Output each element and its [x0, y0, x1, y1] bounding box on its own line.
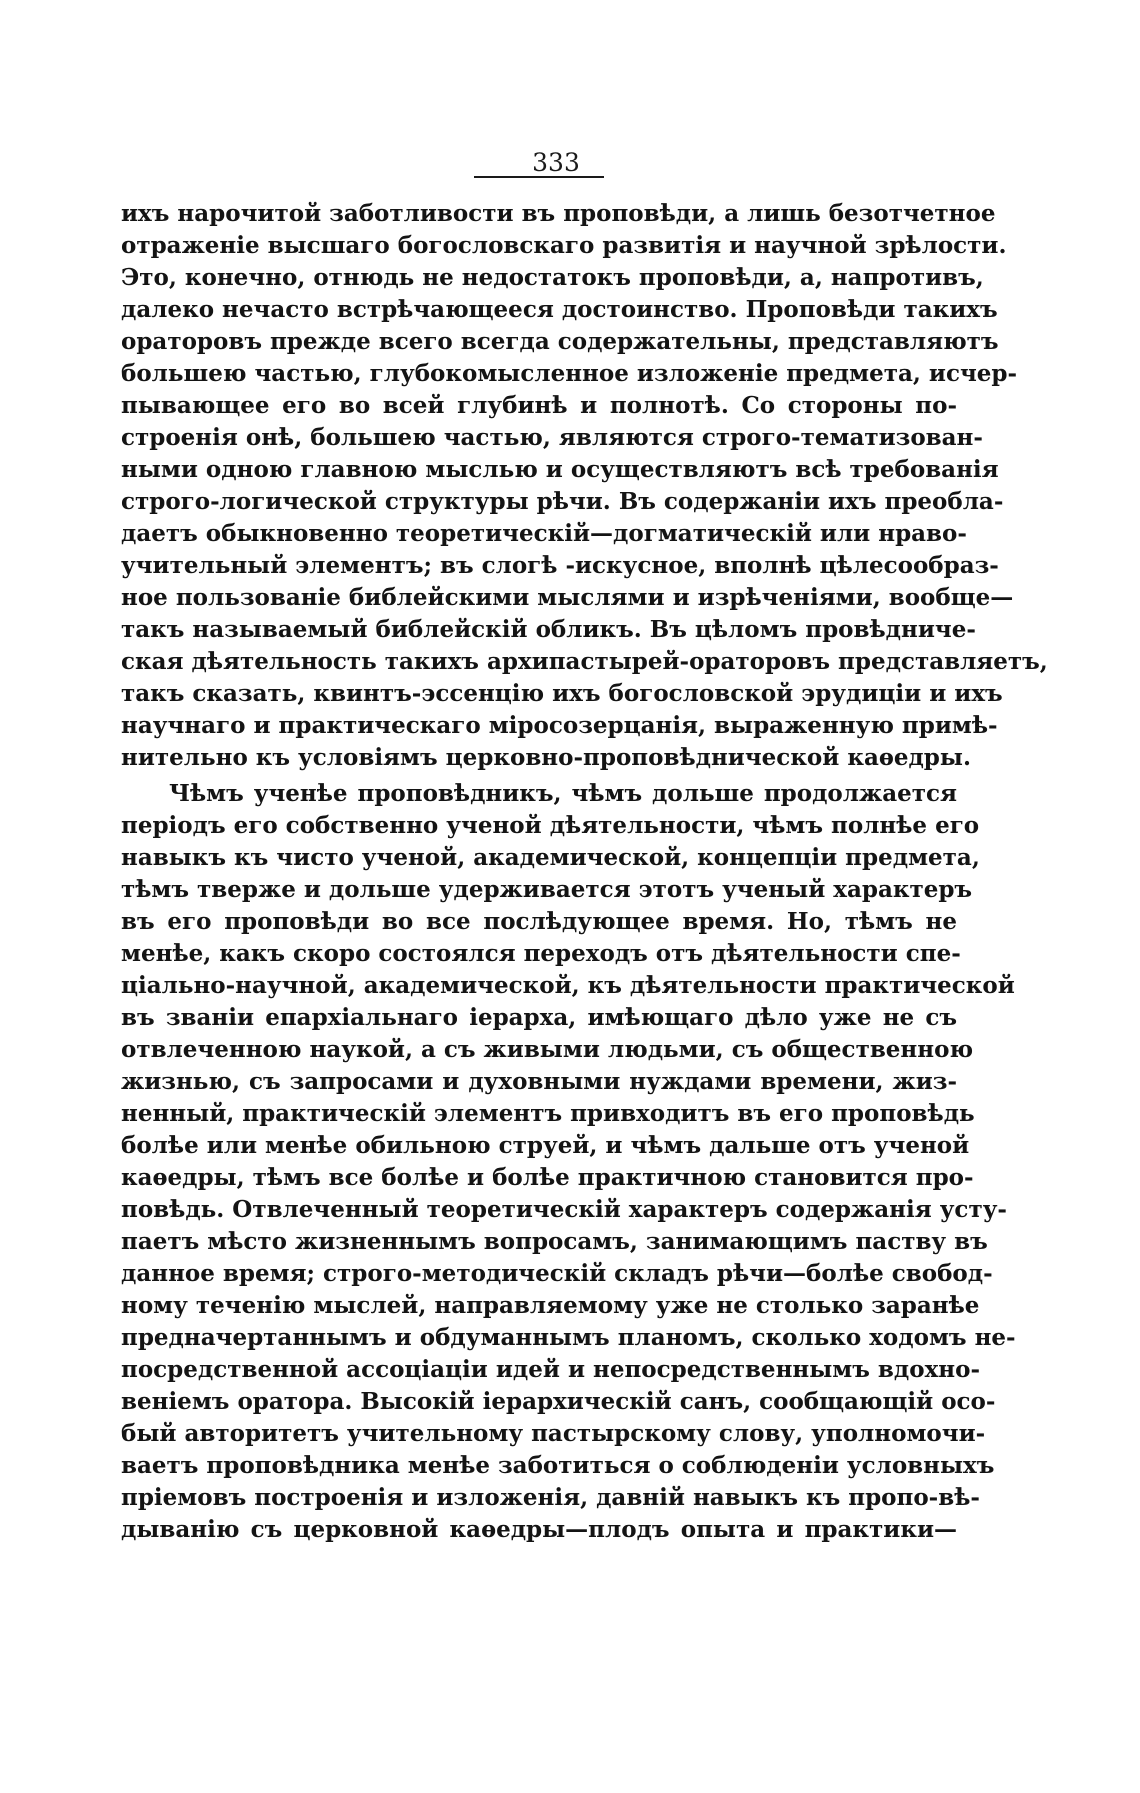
text-line: повѣдь. Отвлеченный теоретическій характеръ содержанія усту- [121, 1196, 1007, 1223]
text-line: учительный элементъ; въ слогѣ -искусное, вполнѣ цѣлесообраз- [121, 552, 999, 579]
text-line: пріемовъ построенія и изложенія, давній навыкъ къ пропо-вѣ- [121, 1484, 980, 1511]
text-line: каѳедры, тѣмъ все болѣе и болѣе практичною становится про- [121, 1164, 974, 1191]
text-line: посредственной ассоціаціи идей и непосредственнымъ вдохно- [121, 1356, 981, 1383]
text-line: предначертаннымъ и обдуманнымъ планомъ, сколько ходомъ не- [121, 1324, 1016, 1351]
page-number: 333 [532, 148, 580, 177]
text-line: менѣе, какъ скоро состоялся переходъ отъ дѣятельности спе- [121, 940, 961, 967]
text-line: навыкъ къ чисто ученой, академической, концепціи предмета, [121, 844, 980, 871]
text-line: такъ называемый библейскій обликъ. Въ цѣломъ провѣдниче- [121, 616, 976, 643]
text-line: болѣе или менѣе обильною струей, и чѣмъ дальше отъ ученой [121, 1132, 970, 1159]
text-line: тѣмъ тверже и дольше удерживается этотъ ученый характеръ [121, 876, 973, 903]
text-line: строенія онѣ, большею частью, являются строго-тематизован- [121, 424, 983, 451]
text-line: ными одною главною мыслью и осуществляютъ всѣ требованія [121, 456, 999, 483]
text-line: Чѣмъ ученѣе проповѣдникъ, чѣмъ дольше продолжается [169, 780, 957, 807]
text-line: отраженіе высшаго богословскаго развитія и научной зрѣлости. [121, 232, 1007, 259]
text-line: періодъ его собственно ученой дѣятельности, чѣмъ полнѣе его [121, 812, 980, 839]
text-line: Это, конечно, отнюдь не недостатокъ проповѣди, а, напротивъ, [121, 264, 984, 291]
text-line: бый авторитетъ учительному пастырскому слову, уполномочи- [121, 1420, 986, 1447]
text-line: даетъ обыкновенно теоретическій—догматическій или нраво- [121, 520, 967, 547]
text-line: ораторовъ прежде всего всегда содержательны, представляютъ [121, 328, 999, 355]
text-line: ное пользованіе библейскими мыслями и изрѣченіями, вообще— [121, 584, 1014, 611]
text-line: нительно къ условіямъ церковно-проповѣднической каѳедры. [121, 744, 971, 771]
text-line: жизнью, съ запросами и духовными нуждами времени, жиз- [121, 1068, 957, 1095]
text-line: ному теченію мыслей, направляемому уже не столько заранѣе [121, 1292, 980, 1319]
text-line: ская дѣятельность такихъ архипастырей-ораторовъ представляетъ, [121, 648, 1048, 675]
text-line: дыванію съ церковной каѳедры—плодъ опыта и практики— [121, 1516, 957, 1543]
text-line: строго-логической структуры рѣчи. Въ содержаніи ихъ преобла- [121, 488, 1004, 515]
header-rule [474, 176, 604, 178]
text-line: ихъ нарочитой заботливости въ проповѣди, а лишь безотчетное [121, 200, 996, 227]
text-line: веніемъ оратора. Высокій іерархическій санъ, сообщающій осо- [121, 1388, 996, 1415]
text-line: въ званіи епархіальнаго іерарха, имѣющаго дѣло уже не съ [121, 1004, 957, 1031]
text-line: такъ сказать, квинтъ-эссенцію ихъ богословской эрудиціи и ихъ [121, 680, 1003, 707]
text-line: ненный, практическій элементъ привходитъ въ его проповѣдь [121, 1100, 975, 1127]
text-line: паетъ мѣсто жизненнымъ вопросамъ, занимающимъ паству въ [121, 1228, 988, 1255]
text-line: пывающее его во всей глубинѣ и полнотѣ. Со стороны по- [121, 392, 957, 419]
text-line: ціально-научной, академической, къ дѣятельности практической [121, 972, 1015, 999]
text-line: ваетъ проповѣдника менѣе заботиться о соблюденіи условныхъ [121, 1452, 995, 1479]
text-line: отвлеченною наукой, а съ живыми людьми, съ общественною [121, 1036, 974, 1063]
text-line: далеко нечасто встрѣчающееся достоинство. Проповѣди такихъ [121, 296, 998, 323]
text-line: научнаго и практическаго міросозерцанія, выраженную примѣ- [121, 712, 998, 739]
text-line: въ его проповѣди во все послѣдующее время. Но, тѣмъ не [121, 908, 957, 935]
page-body-text [121, 198, 1048, 1546]
text-line: большею частью, глубокомысленное изложеніе предмета, исчер- [121, 360, 1018, 387]
text-line: данное время; строго-методическій складъ рѣчи—болѣе свобод- [121, 1260, 993, 1287]
